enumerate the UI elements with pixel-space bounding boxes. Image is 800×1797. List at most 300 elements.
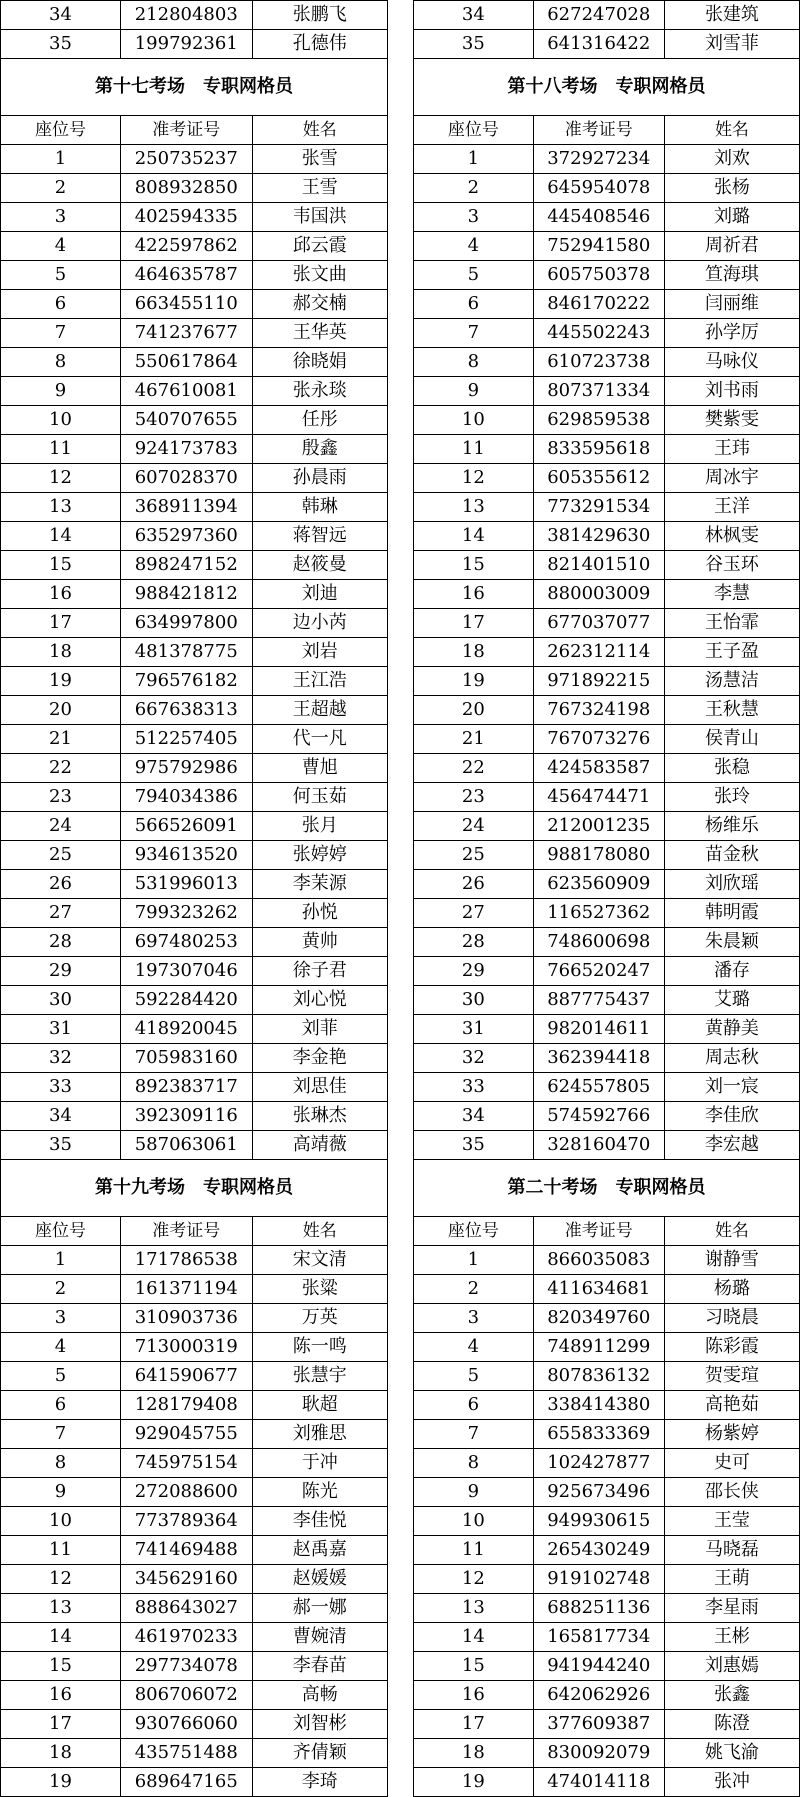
ticket-number: 713000319 [120, 1333, 252, 1362]
ticket-number: 102427877 [533, 1449, 664, 1478]
seat-number: 34 [414, 1102, 534, 1131]
candidate-name: 谢静雪 [664, 1246, 799, 1275]
ticket-number: 641590677 [120, 1362, 252, 1391]
ticket-number: 610723738 [533, 348, 664, 377]
candidate-name: 韩琳 [252, 493, 387, 522]
table-row [1, 1652, 388, 1681]
ticket-number: 445502243 [533, 319, 664, 348]
candidate-name: 王江浩 [252, 667, 387, 696]
ticket-number: 807371334 [533, 377, 664, 406]
seat-number: 4 [1, 232, 121, 261]
candidate-name: 习晓晨 [664, 1304, 799, 1333]
seat-number: 11 [1, 435, 121, 464]
candidate-name: 陈彩霞 [664, 1333, 799, 1362]
seat-number: 17 [414, 1710, 534, 1739]
ticket-number: 697480253 [120, 928, 252, 957]
seat-number: 32 [1, 1044, 121, 1073]
table-row [414, 1681, 800, 1710]
candidate-name: 黄帅 [252, 928, 387, 957]
seat-number: 18 [414, 1739, 534, 1768]
ticket-number: 402594335 [120, 203, 252, 232]
table-row [1, 1131, 388, 1160]
table-row [1, 812, 388, 841]
candidate-name: 谷玉环 [664, 551, 799, 580]
seat-number: 9 [414, 1478, 534, 1507]
seat-number: 2 [414, 174, 534, 203]
seat-number: 21 [414, 725, 534, 754]
table-row [1, 1710, 388, 1739]
header-seat: 座位号 [1, 116, 121, 145]
table-row [414, 870, 800, 899]
candidate-name: 郝交楠 [252, 290, 387, 319]
table-row [1, 986, 388, 1015]
table-row [1, 580, 388, 609]
table-row [1, 522, 388, 551]
candidate-name: 王秋慧 [664, 696, 799, 725]
table-row [414, 609, 800, 638]
ticket-number: 464635787 [120, 261, 252, 290]
candidate-name: 刘欢 [664, 145, 799, 174]
candidate-name: 张琳杰 [252, 1102, 387, 1131]
table-row [414, 377, 800, 406]
ticket-number: 808932850 [120, 174, 252, 203]
table-row [414, 899, 800, 928]
ticket-number: 116527362 [533, 899, 664, 928]
header-name: 姓名 [252, 1217, 387, 1246]
seat-number: 9 [1, 1478, 121, 1507]
seat-number: 27 [414, 899, 534, 928]
section-title: 第二十考场 专职网格员 [414, 1160, 800, 1217]
ticket-number: 368911394 [120, 493, 252, 522]
seat-number: 8 [414, 1449, 534, 1478]
ticket-number: 422597862 [120, 232, 252, 261]
ticket-number: 645954078 [533, 174, 664, 203]
ticket-number: 799323262 [120, 899, 252, 928]
table-row [1, 638, 388, 667]
right-table [413, 0, 800, 1797]
seat-number: 23 [414, 783, 534, 812]
seat-number: 18 [1, 638, 121, 667]
ticket-number: 752941580 [533, 232, 664, 261]
candidate-name: 张杨 [664, 174, 799, 203]
table-row [1, 1565, 388, 1594]
candidate-name: 张鹏飞 [252, 1, 387, 30]
ticket-number: 550617864 [120, 348, 252, 377]
table-row [414, 754, 800, 783]
seat-number: 11 [414, 1536, 534, 1565]
seat-number: 35 [1, 1131, 121, 1160]
seat-number: 4 [1, 1333, 121, 1362]
table-row [414, 1478, 800, 1507]
table-row [1, 406, 388, 435]
ticket-number: 161371194 [120, 1275, 252, 1304]
seat-number: 8 [1, 1449, 121, 1478]
seat-number: 34 [414, 1, 534, 30]
table-row [1, 1681, 388, 1710]
candidate-name: 侯青山 [664, 725, 799, 754]
table-row [1, 1768, 388, 1797]
table-row [414, 1449, 800, 1478]
table-row [1, 551, 388, 580]
ticket-number: 887775437 [533, 986, 664, 1015]
table-row [414, 1507, 800, 1536]
table-row [1, 1594, 388, 1623]
table-row [414, 174, 800, 203]
table-row [1, 870, 388, 899]
candidate-name: 代一凡 [252, 725, 387, 754]
seat-number: 11 [1, 1536, 121, 1565]
candidate-name: 苗金秋 [664, 841, 799, 870]
seat-number: 31 [414, 1015, 534, 1044]
ticket-number: 748911299 [533, 1333, 664, 1362]
table-row [414, 1015, 800, 1044]
ticket-number: 846170222 [533, 290, 664, 319]
table-row [414, 1594, 800, 1623]
header-row [1, 116, 388, 145]
table-row [1, 609, 388, 638]
candidate-name: 高艳茹 [664, 1391, 799, 1420]
candidate-name: 樊紫雯 [664, 406, 799, 435]
candidate-name: 赵筱曼 [252, 551, 387, 580]
candidate-name: 赵禹嘉 [252, 1536, 387, 1565]
candidate-name: 刘智彬 [252, 1710, 387, 1739]
seat-number: 5 [1, 261, 121, 290]
seat-number: 7 [1, 1420, 121, 1449]
table-row [1, 1333, 388, 1362]
table-row [414, 406, 800, 435]
candidate-name: 贺雯瑄 [664, 1362, 799, 1391]
seat-number: 28 [1, 928, 121, 957]
header-name: 姓名 [664, 1217, 799, 1246]
candidate-name: 杨紫婷 [664, 1420, 799, 1449]
table-row [414, 1044, 800, 1073]
seat-number: 3 [1, 1304, 121, 1333]
candidate-name: 杨璐 [664, 1275, 799, 1304]
table-row [414, 1131, 800, 1160]
ticket-number: 310903736 [120, 1304, 252, 1333]
ticket-number: 677037077 [533, 609, 664, 638]
candidate-name: 韦国洪 [252, 203, 387, 232]
ticket-number: 566526091 [120, 812, 252, 841]
candidate-name: 刘欣瑶 [664, 870, 799, 899]
seat-number: 8 [1, 348, 121, 377]
ticket-number: 512257405 [120, 725, 252, 754]
seat-number: 7 [1, 319, 121, 348]
candidate-name: 张鑫 [664, 1681, 799, 1710]
table-row [1, 1044, 388, 1073]
ticket-number: 741469488 [120, 1536, 252, 1565]
candidate-name: 徐子君 [252, 957, 387, 986]
ticket-number: 297734078 [120, 1652, 252, 1681]
seat-number: 11 [414, 435, 534, 464]
ticket-number: 627247028 [533, 1, 664, 30]
table-row [1, 1478, 388, 1507]
candidate-name: 周志秋 [664, 1044, 799, 1073]
seat-number: 9 [414, 377, 534, 406]
ticket-number: 481378775 [120, 638, 252, 667]
table-row [1, 145, 388, 174]
candidate-name: 王华英 [252, 319, 387, 348]
ticket-number: 635297360 [120, 522, 252, 551]
candidate-name: 于冲 [252, 1449, 387, 1478]
table-row [414, 783, 800, 812]
seat-number: 22 [414, 754, 534, 783]
table-row [414, 1565, 800, 1594]
ticket-number: 888643027 [120, 1594, 252, 1623]
ticket-number: 605355612 [533, 464, 664, 493]
seat-number: 35 [414, 30, 534, 59]
seat-number: 21 [1, 725, 121, 754]
candidate-name: 陈澄 [664, 1710, 799, 1739]
seat-number: 19 [414, 667, 534, 696]
table-row [414, 203, 800, 232]
seat-number: 20 [1, 696, 121, 725]
table-row [414, 1536, 800, 1565]
seat-number: 12 [1, 464, 121, 493]
table-row [1, 1739, 388, 1768]
candidate-name: 张稳 [664, 754, 799, 783]
ticket-number: 667638313 [120, 696, 252, 725]
seat-number: 10 [414, 1507, 534, 1536]
table-row [414, 638, 800, 667]
ticket-number: 949930615 [533, 1507, 664, 1536]
table-row [414, 1710, 800, 1739]
candidate-name: 何玉茹 [252, 783, 387, 812]
candidate-name: 刘璐 [664, 203, 799, 232]
seat-number: 26 [1, 870, 121, 899]
header-seat: 座位号 [414, 116, 534, 145]
seat-number: 13 [1, 493, 121, 522]
candidate-name: 李佳悦 [252, 1507, 387, 1536]
seat-number: 25 [414, 841, 534, 870]
table-row [414, 551, 800, 580]
seat-number: 28 [414, 928, 534, 957]
ticket-number: 165817734 [533, 1623, 664, 1652]
candidate-name: 刘迪 [252, 580, 387, 609]
ticket-number: 212001235 [533, 812, 664, 841]
ticket-number: 929045755 [120, 1420, 252, 1449]
ticket-number: 418920045 [120, 1015, 252, 1044]
table-row [1, 1246, 388, 1275]
seat-number: 14 [414, 522, 534, 551]
table-row [1, 1420, 388, 1449]
ticket-number: 898247152 [120, 551, 252, 580]
ticket-number: 587063061 [120, 1131, 252, 1160]
candidate-name: 高畅 [252, 1681, 387, 1710]
table-row [414, 841, 800, 870]
ticket-number: 199792361 [120, 30, 252, 59]
ticket-number: 272088600 [120, 1478, 252, 1507]
seat-number: 16 [1, 580, 121, 609]
seat-number: 16 [414, 1681, 534, 1710]
table-row [414, 1102, 800, 1131]
ticket-number: 212804803 [120, 1, 252, 30]
candidate-name: 陈一鸣 [252, 1333, 387, 1362]
seat-number: 6 [414, 290, 534, 319]
candidate-name: 李佳欣 [664, 1102, 799, 1131]
candidate-name: 张慧宇 [252, 1362, 387, 1391]
seat-number: 12 [414, 464, 534, 493]
header-seat: 座位号 [1, 1217, 121, 1246]
seat-number: 18 [1, 1739, 121, 1768]
table-row [414, 1362, 800, 1391]
ticket-number: 705983160 [120, 1044, 252, 1073]
candidate-name: 艾璐 [664, 986, 799, 1015]
ticket-number: 467610081 [120, 377, 252, 406]
ticket-number: 171786538 [120, 1246, 252, 1275]
ticket-number: 794034386 [120, 783, 252, 812]
header-ticket: 准考证号 [120, 1217, 252, 1246]
table-row [1, 493, 388, 522]
ticket-number: 392309116 [120, 1102, 252, 1131]
ticket-number: 456474471 [533, 783, 664, 812]
seat-number: 15 [1, 1652, 121, 1681]
table-row [1, 1391, 388, 1420]
seat-number: 1 [414, 145, 534, 174]
candidate-name: 李星雨 [664, 1594, 799, 1623]
seat-number: 12 [414, 1565, 534, 1594]
seat-number: 8 [414, 348, 534, 377]
candidate-name: 孔德伟 [252, 30, 387, 59]
table-row [414, 1073, 800, 1102]
candidate-name: 刘菲 [252, 1015, 387, 1044]
candidate-name: 林枫雯 [664, 522, 799, 551]
candidate-name: 杨维乐 [664, 812, 799, 841]
right-panel [413, 0, 800, 1797]
ticket-number: 941944240 [533, 1652, 664, 1681]
seat-number: 30 [1, 986, 121, 1015]
seat-number: 35 [414, 1131, 534, 1160]
left-panel [0, 0, 388, 1797]
ticket-number: 377609387 [533, 1710, 664, 1739]
candidate-name: 韩明霞 [664, 899, 799, 928]
left-table [0, 0, 388, 1797]
table-row [1, 1102, 388, 1131]
candidate-name: 殷鑫 [252, 435, 387, 464]
ticket-number: 411634681 [533, 1275, 664, 1304]
seat-number: 13 [414, 1594, 534, 1623]
seat-number: 26 [414, 870, 534, 899]
table-row [414, 348, 800, 377]
seat-number: 29 [1, 957, 121, 986]
candidate-name: 张雪 [252, 145, 387, 174]
seat-number: 14 [414, 1623, 534, 1652]
candidate-name: 刘岩 [252, 638, 387, 667]
ticket-number: 624557805 [533, 1073, 664, 1102]
ticket-number: 634997800 [120, 609, 252, 638]
seat-number: 7 [414, 319, 534, 348]
table-row [1, 667, 388, 696]
ticket-number: 540707655 [120, 406, 252, 435]
seat-number: 24 [1, 812, 121, 841]
candidate-name: 刘惠嫣 [664, 1652, 799, 1681]
table-row [414, 1391, 800, 1420]
seat-number: 3 [1, 203, 121, 232]
seat-number: 33 [1, 1073, 121, 1102]
candidate-name: 王玮 [664, 435, 799, 464]
candidate-name: 汤慧洁 [664, 667, 799, 696]
table-row [414, 435, 800, 464]
ticket-number: 197307046 [120, 957, 252, 986]
table-row [1, 348, 388, 377]
table-row [1, 203, 388, 232]
candidate-name: 王雪 [252, 174, 387, 203]
ticket-number: 830092079 [533, 1739, 664, 1768]
candidate-name: 马晓磊 [664, 1536, 799, 1565]
seat-number: 17 [1, 609, 121, 638]
candidate-name: 刘一宸 [664, 1073, 799, 1102]
candidate-name: 万英 [252, 1304, 387, 1333]
candidate-name: 郝一娜 [252, 1594, 387, 1623]
candidate-name: 朱晨颖 [664, 928, 799, 957]
ticket-number: 773291534 [533, 493, 664, 522]
candidate-name: 李慧 [664, 580, 799, 609]
seat-number: 3 [414, 203, 534, 232]
candidate-name: 李春苗 [252, 1652, 387, 1681]
table-row [1, 899, 388, 928]
table-row [1, 1623, 388, 1652]
seat-number: 32 [414, 1044, 534, 1073]
table-row [1, 464, 388, 493]
candidate-name: 张玲 [664, 783, 799, 812]
candidate-name: 宋文清 [252, 1246, 387, 1275]
ticket-number: 345629160 [120, 1565, 252, 1594]
table-row [414, 1, 800, 30]
candidate-name: 王萌 [664, 1565, 799, 1594]
table-row [1, 319, 388, 348]
candidate-name: 史可 [664, 1449, 799, 1478]
table-row [414, 319, 800, 348]
candidate-name: 王彬 [664, 1623, 799, 1652]
ticket-number: 748600698 [533, 928, 664, 957]
table-row [414, 957, 800, 986]
table-row [414, 667, 800, 696]
candidate-name: 李琦 [252, 1768, 387, 1797]
seat-number: 5 [1, 1362, 121, 1391]
candidate-name: 王超越 [252, 696, 387, 725]
ticket-number: 925673496 [533, 1478, 664, 1507]
table-row [1, 1507, 388, 1536]
ticket-number: 629859538 [533, 406, 664, 435]
seat-number: 25 [1, 841, 121, 870]
table-row [1, 290, 388, 319]
candidate-name: 王莹 [664, 1507, 799, 1536]
candidate-name: 齐倩颖 [252, 1739, 387, 1768]
candidate-name: 潘存 [664, 957, 799, 986]
seat-number: 15 [414, 551, 534, 580]
ticket-number: 930766060 [120, 1710, 252, 1739]
section-title-row [1, 59, 388, 116]
candidate-name: 黄静美 [664, 1015, 799, 1044]
table-row [414, 1246, 800, 1275]
seat-number: 31 [1, 1015, 121, 1044]
seat-number: 15 [1, 551, 121, 580]
table-row [1, 261, 388, 290]
table-row [1, 928, 388, 957]
candidate-name: 刘雪菲 [664, 30, 799, 59]
candidate-name: 王子盈 [664, 638, 799, 667]
seat-number: 2 [1, 174, 121, 203]
seat-number: 10 [1, 1507, 121, 1536]
ticket-number: 531996013 [120, 870, 252, 899]
section-title: 第十八考场 专职网格员 [414, 59, 800, 116]
seat-number: 10 [1, 406, 121, 435]
seat-number: 6 [1, 1391, 121, 1420]
table-row [1, 696, 388, 725]
ticket-number: 435751488 [120, 1739, 252, 1768]
seat-number: 5 [414, 1362, 534, 1391]
candidate-name: 陈光 [252, 1478, 387, 1507]
